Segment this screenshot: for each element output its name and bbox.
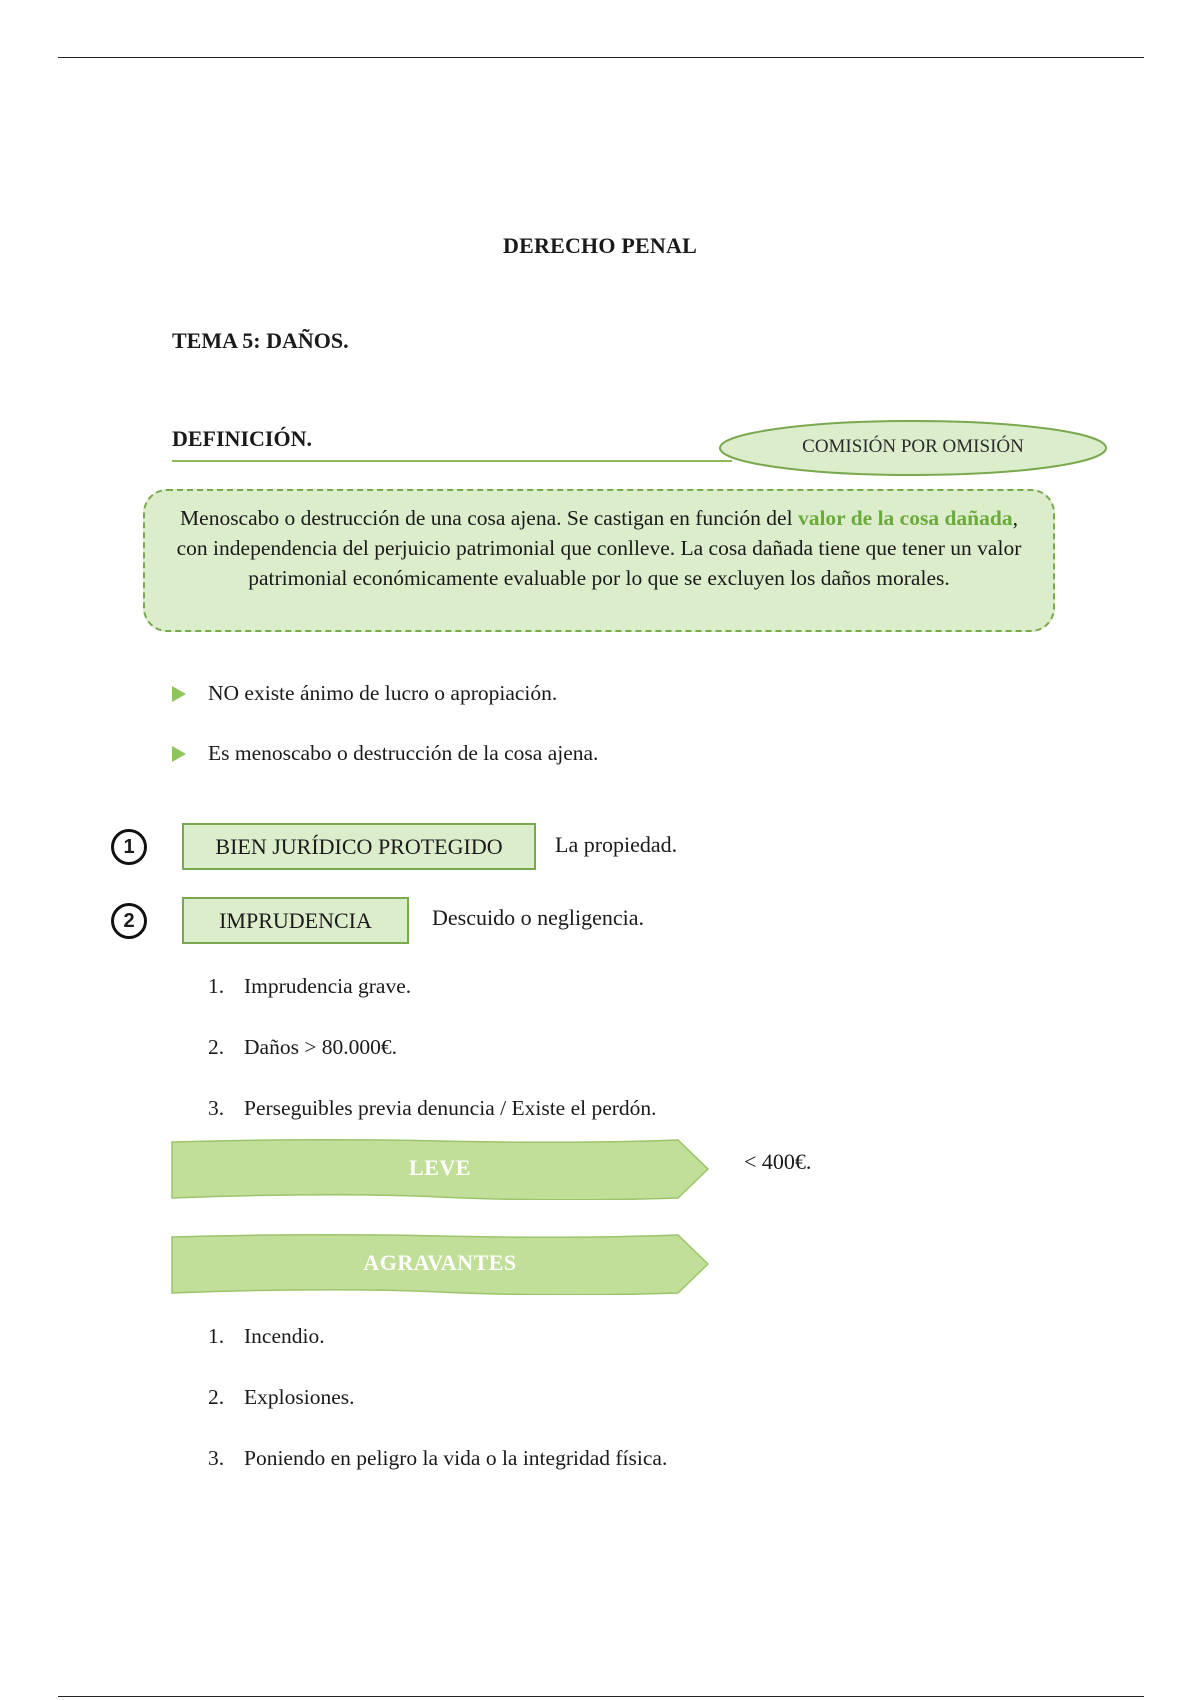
topic-heading: TEMA 5: DAÑOS. <box>172 328 349 353</box>
list-item <box>172 740 598 800</box>
ribbon-leve <box>170 1138 710 1200</box>
document-title: DERECHO PENAL <box>503 233 697 258</box>
ribbon-label: AGRAVANTES <box>363 1250 517 1275</box>
arrow-bullet-icon <box>172 746 186 762</box>
section-underline <box>172 460 732 462</box>
ribbon-label: LEVE <box>409 1155 471 1180</box>
list-item: 2. Explosiones. <box>208 1385 355 1409</box>
imprudencia-list <box>208 973 657 1156</box>
bullet-list <box>172 680 598 800</box>
callout-oval <box>717 418 1109 478</box>
tag-bien-juridico: BIEN JURÍDICO PROTEGIDO <box>182 823 536 870</box>
callout-label: COMISIÓN POR OMISIÓN <box>802 436 1024 457</box>
list-item: 3. Perseguibles previa denuncia / Existe el perdón. <box>208 1096 657 1120</box>
list-item: 1. Incendio. <box>208 1324 325 1348</box>
ribbon-agravantes <box>170 1233 710 1295</box>
list-item: 2. Daños > 80.000€. <box>208 1035 398 1059</box>
definition-box <box>143 489 1055 632</box>
imprudencia-text: Descuido o negligencia. <box>432 905 644 930</box>
definition-text-start: Menoscabo o destrucción de una cosa ajena. Se castigan en función del <box>180 506 798 530</box>
top-rule <box>58 57 1144 58</box>
agravantes-list <box>208 1323 667 1506</box>
arrow-bullet-icon <box>172 686 186 702</box>
list-item <box>172 680 598 740</box>
number-one-icon: 1 <box>111 829 147 865</box>
section-heading: DEFINICIÓN. <box>172 426 312 451</box>
bullet-text: Es menoscabo o destrucción de la cosa ajena. <box>208 741 599 765</box>
bien-juridico-text: La propiedad. <box>555 832 678 857</box>
leve-threshold: < 400€. <box>744 1149 812 1174</box>
bullet-text: NO existe ánimo de lucro o apropiación. <box>208 681 558 705</box>
list-item: 3. Poniendo en peligro la vida o la integridad física. <box>208 1446 668 1470</box>
list-item: 1. Imprudencia grave. <box>208 974 412 998</box>
definition-highlight: valor de la cosa dañada <box>797 506 1013 530</box>
definition-text-end: , con independencia del perjuicio patrimonial que conlleve. La cosa dañada tiene que tener un valor patrimonial económicamente evaluable por lo que se excluyen los daños morales. <box>176 506 1022 590</box>
bottom-rule <box>58 1696 1144 1697</box>
tag-imprudencia: IMPRUDENCIA <box>182 897 409 944</box>
number-two-icon: 2 <box>111 903 147 939</box>
